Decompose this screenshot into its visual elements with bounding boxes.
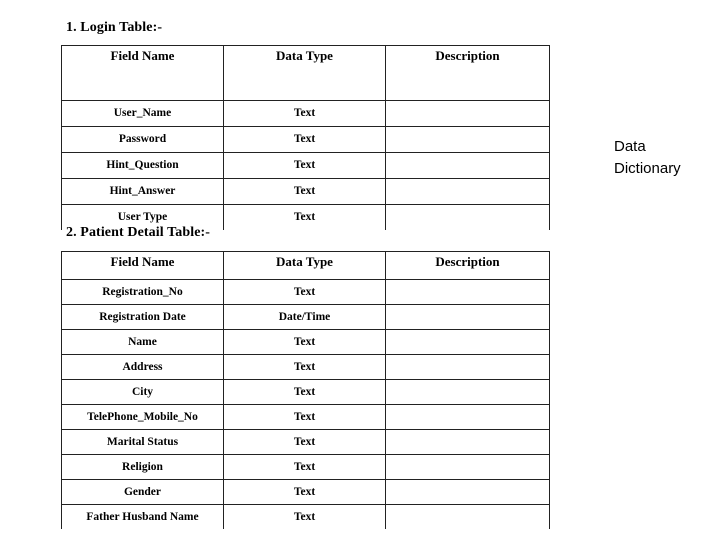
description-cell bbox=[386, 280, 550, 305]
description-cell bbox=[386, 455, 550, 480]
description-cell bbox=[386, 430, 550, 455]
table-row bbox=[62, 430, 550, 455]
table-row bbox=[62, 455, 550, 480]
description-cell bbox=[386, 153, 550, 179]
table-row bbox=[62, 480, 550, 505]
field-name-cell: Marital Status bbox=[62, 430, 224, 455]
data-type-cell: Text bbox=[224, 205, 386, 231]
description-cell bbox=[386, 205, 550, 231]
data-type-cell: Text bbox=[224, 101, 386, 127]
data-type-cell: Text bbox=[224, 480, 386, 505]
data-type-cell: Text bbox=[224, 153, 386, 179]
field-name-cell: Father Husband Name bbox=[62, 505, 224, 530]
table-row bbox=[62, 179, 550, 205]
data-type-cell: Text bbox=[224, 330, 386, 355]
field-name-cell: City bbox=[62, 380, 224, 405]
data-type-cell: Text bbox=[224, 430, 386, 455]
header-field-name: Field Name bbox=[62, 46, 224, 101]
field-name-cell: TelePhone_Mobile_No bbox=[62, 405, 224, 430]
header-description: Description bbox=[386, 252, 550, 280]
field-name-cell: Address bbox=[62, 355, 224, 380]
data-type-cell: Text bbox=[224, 505, 386, 530]
field-name-cell: Name bbox=[62, 330, 224, 355]
header-data-type: Data Type bbox=[224, 46, 386, 101]
data-type-cell: Text bbox=[224, 179, 386, 205]
description-cell bbox=[386, 305, 550, 330]
table-row bbox=[62, 280, 550, 305]
field-name-cell: User_Name bbox=[62, 101, 224, 127]
data-type-cell: Text bbox=[224, 280, 386, 305]
patient-table-header-row bbox=[62, 252, 550, 280]
field-name-cell: Religion bbox=[62, 455, 224, 480]
table-row bbox=[62, 505, 550, 530]
data-type-cell: Date/Time bbox=[224, 305, 386, 330]
table-row bbox=[62, 305, 550, 330]
data-type-cell: Text bbox=[224, 127, 386, 153]
header-description: Description bbox=[386, 46, 550, 101]
description-cell bbox=[386, 179, 550, 205]
description-cell bbox=[386, 480, 550, 505]
login-table-header-row bbox=[62, 46, 550, 101]
field-name-cell: Registration Date bbox=[62, 305, 224, 330]
table-row bbox=[62, 405, 550, 430]
table-row bbox=[62, 101, 550, 127]
table-row bbox=[62, 330, 550, 355]
table-row bbox=[62, 153, 550, 179]
data-type-cell: Text bbox=[224, 405, 386, 430]
login-table-title: 1. Login Table:- bbox=[66, 20, 163, 35]
slide-side-label bbox=[614, 136, 681, 180]
field-name-cell: Hint_Question bbox=[62, 153, 224, 179]
description-cell bbox=[386, 380, 550, 405]
field-name-cell: Password bbox=[62, 127, 224, 153]
data-type-cell: Text bbox=[224, 455, 386, 480]
description-cell bbox=[386, 355, 550, 380]
data-type-cell: Text bbox=[224, 355, 386, 380]
description-cell bbox=[386, 101, 550, 127]
side-label-line: Dictionary bbox=[614, 160, 681, 177]
description-cell bbox=[386, 505, 550, 530]
field-name-cell: Registration_No bbox=[62, 280, 224, 305]
field-name-cell: Hint_Answer bbox=[62, 179, 224, 205]
description-cell bbox=[386, 127, 550, 153]
patient-detail-table bbox=[61, 251, 550, 529]
table-row bbox=[62, 380, 550, 405]
login-table bbox=[61, 45, 550, 230]
side-label-line: Data bbox=[614, 138, 646, 155]
table-row bbox=[62, 127, 550, 153]
header-field-name: Field Name bbox=[62, 252, 224, 280]
header-data-type: Data Type bbox=[224, 252, 386, 280]
patient-table-title: 2. Patient Detail Table:- bbox=[66, 225, 211, 240]
field-name-cell: User Type bbox=[62, 205, 224, 231]
description-cell bbox=[386, 330, 550, 355]
table-row bbox=[62, 355, 550, 380]
description-cell bbox=[386, 405, 550, 430]
field-name-cell: Gender bbox=[62, 480, 224, 505]
data-type-cell: Text bbox=[224, 380, 386, 405]
